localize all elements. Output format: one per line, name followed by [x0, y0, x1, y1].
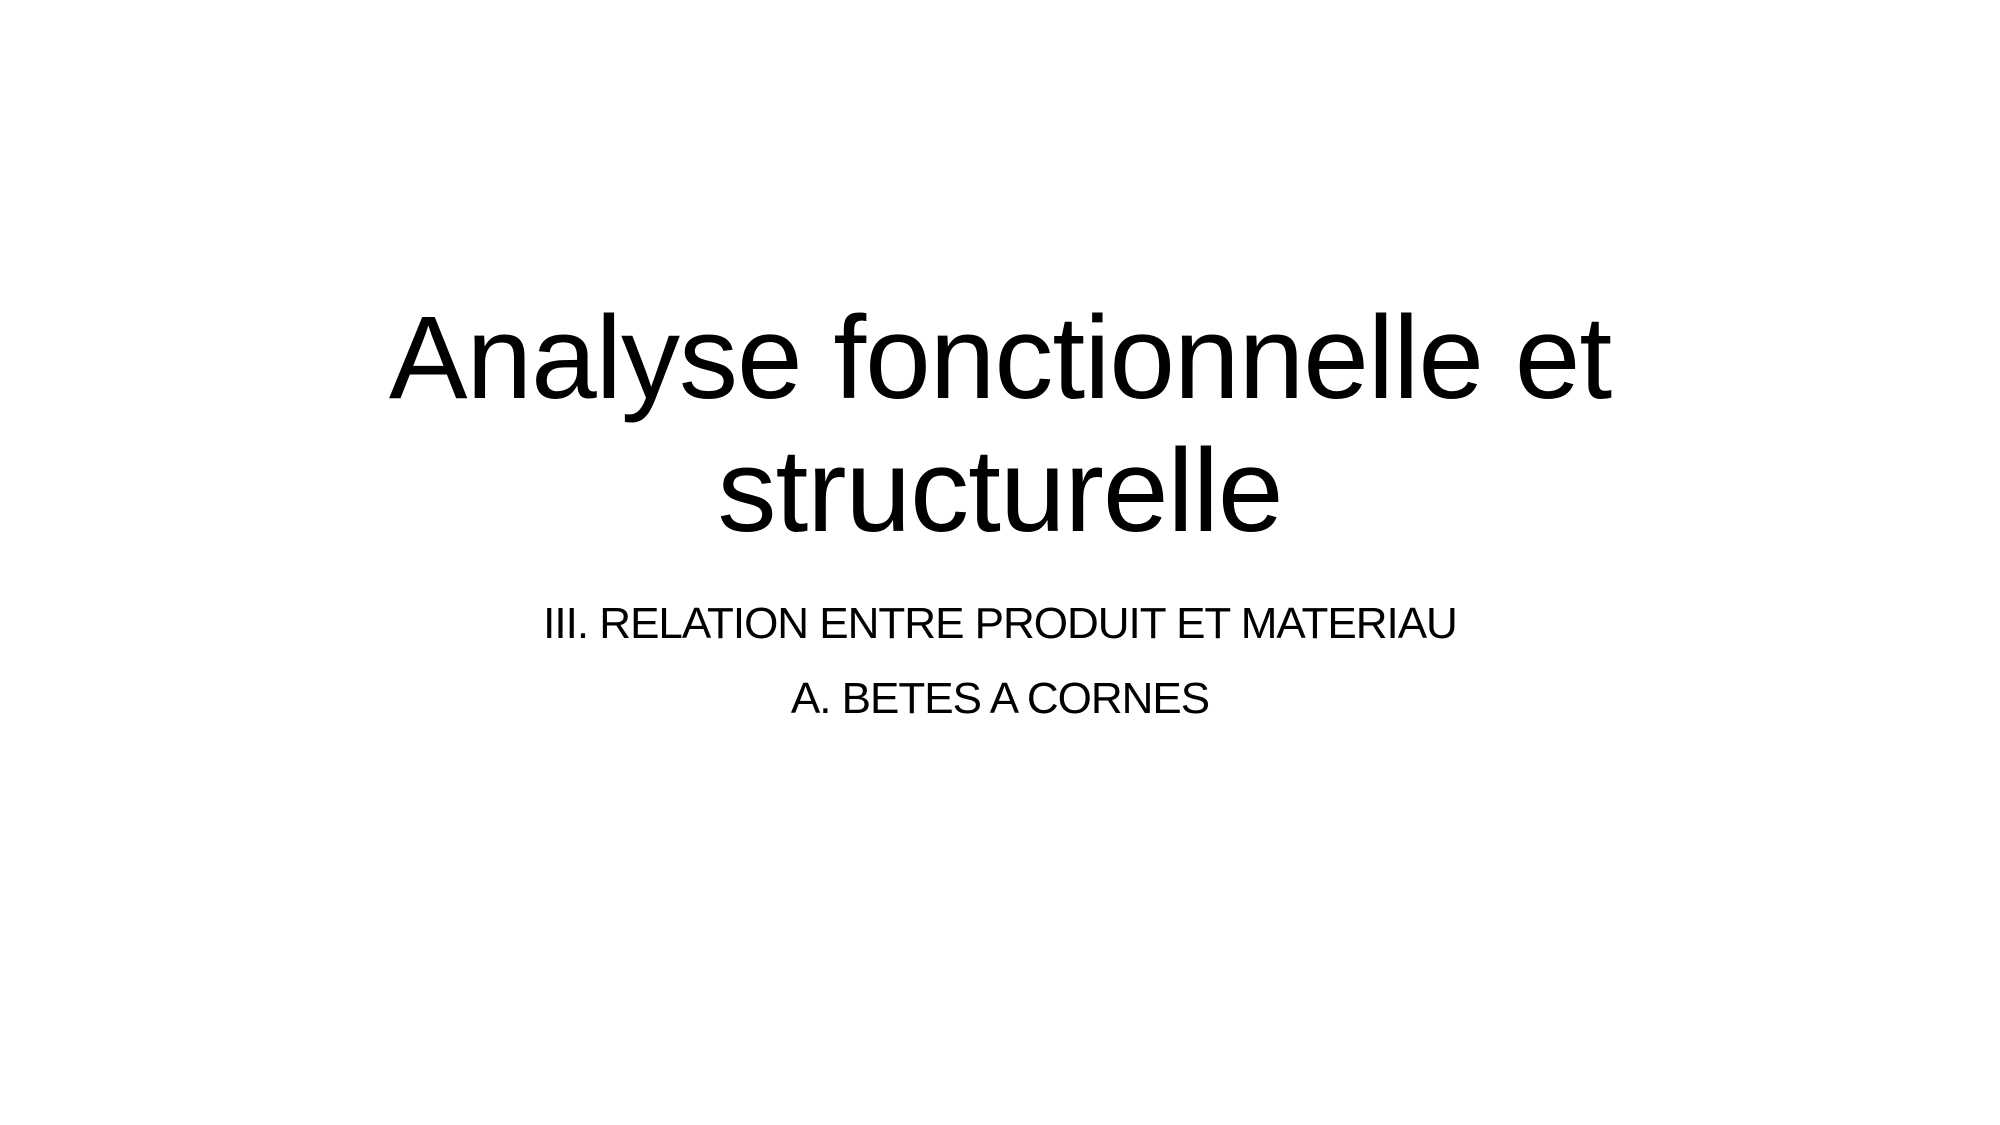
slide-subtitle-line-2: A. BETES A CORNES [790, 674, 1210, 723]
slide-subtitle [0, 599, 2000, 723]
slide-title [0, 292, 2000, 558]
slide-title-line-2: structurelle [717, 425, 1283, 557]
slide-subtitle-line-1: III. RELATION ENTRE PRODUIT ET MATERIAU [543, 599, 1457, 648]
slide-title-line-1: Analyse fonctionnelle et [388, 292, 1612, 424]
